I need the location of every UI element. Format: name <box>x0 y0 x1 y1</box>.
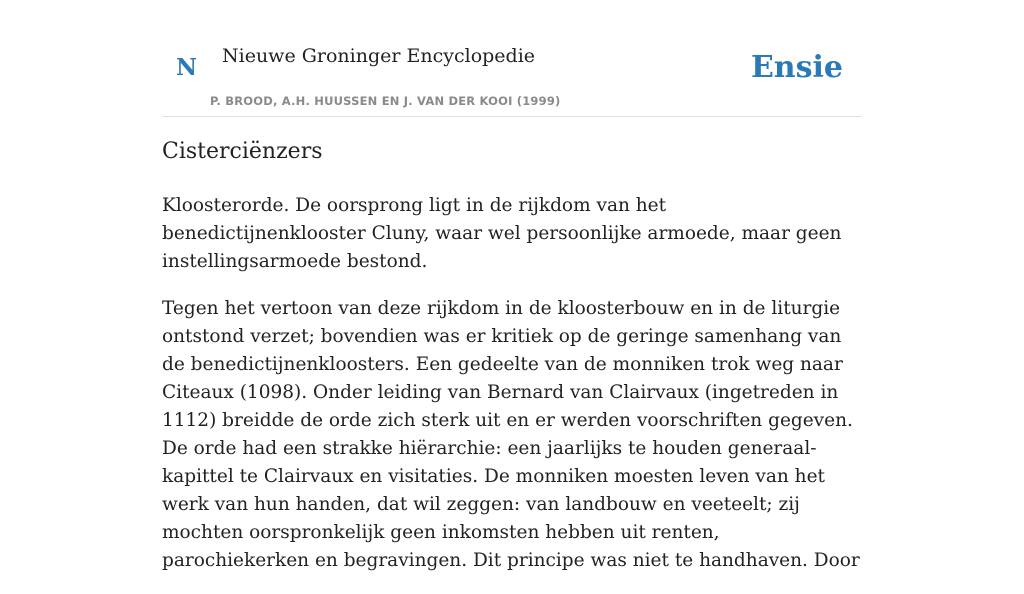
article-paragraph: Kloosterorde. De oorsprong ligt in de rijkdom van het benedictijnenklooster Cluny, waar wel persoonlijke armoede, maar geen instellingsarmoede bestond. <box>162 195 842 272</box>
source-title-link[interactable]: Nieuwe Groninger Encyclopedie <box>222 45 536 67</box>
source-logo[interactable]: N <box>176 54 198 81</box>
ensie-logo[interactable]: Ensie <box>750 50 843 85</box>
source-authors: P. BROOD, A.H. HUUSSEN EN J. VAN DER KOOI (1999) <box>210 94 561 108</box>
article-title: Cisterciënzers <box>162 139 323 164</box>
article-body <box>162 192 866 594</box>
source-header <box>162 0 862 117</box>
article-paragraph: Tegen het vertoon van deze rijkdom in de kloosterbouw en in de liturgie ontstond verzet; bovendien was er kritiek op de geringe samenhang van de benedictijnenkloosters. Een gedeelte van de monniken trok weg naar Citeaux (1098). Onder leiding van Bernard van Clairvaux (ingetreden in 1112) breidde de orde zich sterk uit en er werden voorschriften gegeven. De orde had een strakke hiërarchie: een jaarlijks te houden generaal-kapittel te Clairvaux en visitaties. De monniken moesten leven van het werk van hun handen, dat wil zeggen: van landbouw en veeteelt; zij mochten oorspronkelijk geen inkomsten hebben uit renten, parochiekerken en begravingen. Dit principe was niet te handhaven. Door <box>162 298 860 571</box>
